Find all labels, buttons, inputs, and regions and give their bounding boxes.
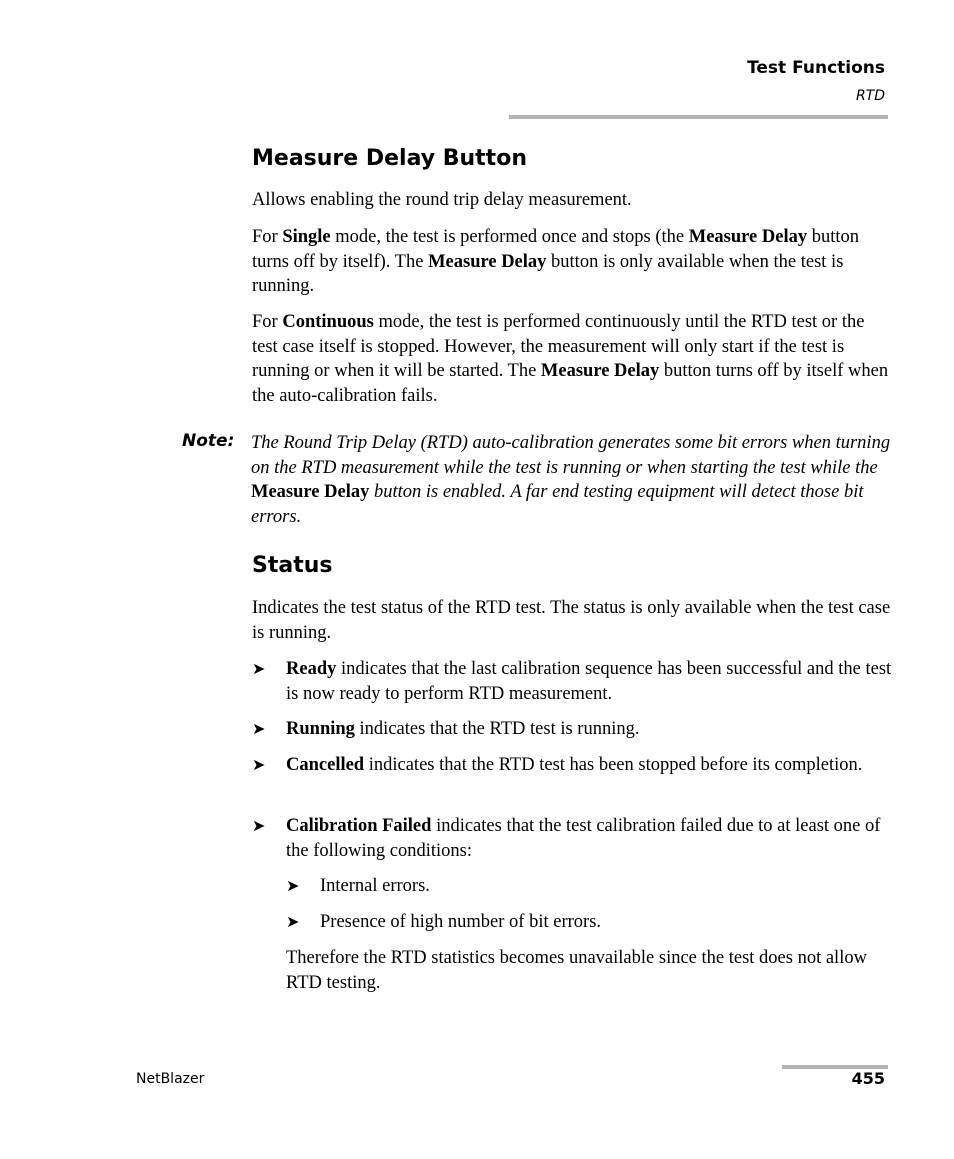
footer-product-name: NetBlazer xyxy=(136,1071,205,1087)
note-text: The Round Trip Delay (RTD) auto-calibration generates some bit errors when turning on the RTD measurement while the test is running or when starting the test while the Measure Delay button is enabled. A far end testing equipment will detect those bit errors. xyxy=(251,433,891,527)
paragraph-continuous-mode: For Continuous mode, the test is performed continuously until the RTD test or the test case itself is stopped. However, the measurement will only start if the test is running or when it will be started. The Measure Delay button turns off by itself when the auto-calibration fails. xyxy=(252,312,889,406)
paragraph-status-intro: Indicates the test status of the RTD test. The status is only available when the test case is running. xyxy=(252,598,891,643)
paragraph-single-mode: For Single mode, the test is performed once and stops (the Measure Delay button turns off by itself). The Measure Delay button is only available when the test is running. xyxy=(252,227,859,296)
page-number: 455 xyxy=(851,1069,885,1088)
running-header-title: Test Functions xyxy=(747,58,885,78)
running-header-subtitle: RTD xyxy=(855,88,885,104)
bullet-arrow-icon: ➤ xyxy=(252,818,266,835)
bullet-arrow-icon: ➤ xyxy=(286,914,300,931)
note-label: Note: xyxy=(182,431,235,451)
bullet-arrow-icon: ➤ xyxy=(252,721,266,738)
header-rule xyxy=(509,115,888,119)
bullet-arrow-icon: ➤ xyxy=(252,661,266,678)
bullet-arrow-icon: ➤ xyxy=(252,757,266,774)
section-heading-measure-delay: Measure Delay Button xyxy=(252,146,527,171)
paragraph-intro: Allows enabling the round trip delay measurement. xyxy=(252,190,632,210)
bullet-arrow-icon: ➤ xyxy=(286,878,300,895)
paragraph-closing: Therefore the RTD statistics becomes unavailable since the test does not allow RTD testing. xyxy=(286,948,867,993)
section-heading-status: Status xyxy=(252,553,333,578)
